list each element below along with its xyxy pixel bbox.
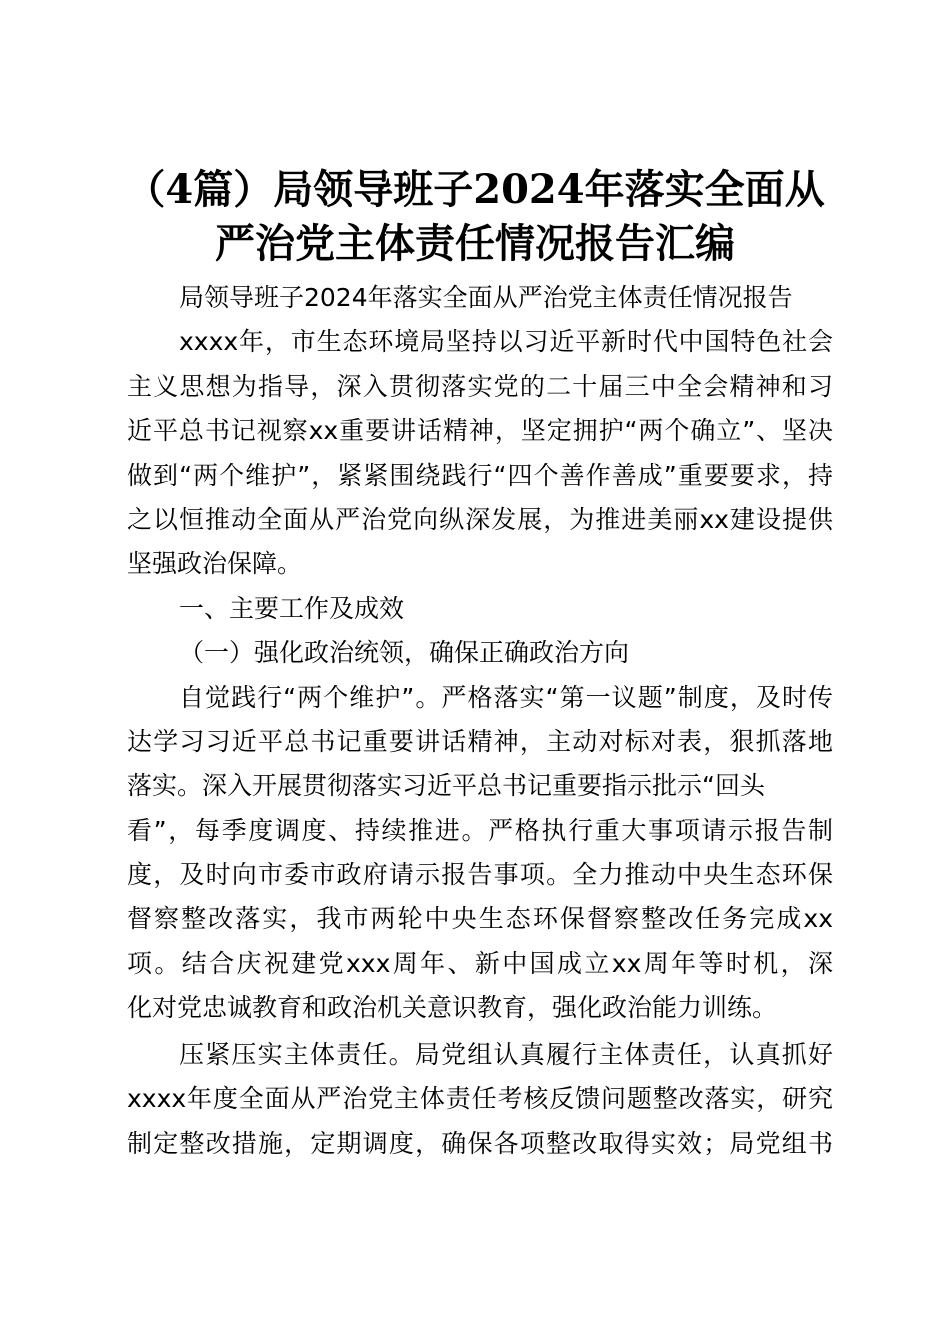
paragraph-line: 达学习习近平总书记重要讲话精神，主动对标对表，狠抓落地 <box>127 726 833 756</box>
paragraph-line: 项。结合庆祝建党xxx周年、新中国成立xx周年等时机，深 <box>127 948 833 978</box>
paragraph-line: 主义思想为指导，深入贯彻落实党的二十届三中全会精神和习 <box>127 371 833 401</box>
paragraph-line: 之以恒推动全面从严治党向纵深发展，为推进美丽xx建设提供 <box>127 504 833 534</box>
paragraph-line: 坚强政治保障。 <box>127 549 303 579</box>
title-line-1: （4篇）局领导班子2024年落实全面从 <box>125 166 825 213</box>
paragraph-line: 落实。深入开展贯彻落实习近平总书记重要指示批示“回头 <box>127 771 765 801</box>
paragraph-line: 近平总书记视察xx重要讲话精神，坚定拥护“两个确立”、坚决 <box>127 416 833 446</box>
section-heading: 一、主要工作及成效 <box>179 593 405 623</box>
title-line-2: 严治党主体责任情况报告汇编 <box>215 220 735 267</box>
paragraph-line: 压紧压实主体责任。局党组认真履行主体责任，认真抓好 <box>179 1040 833 1069</box>
paragraph-line: 化对党忠诚教育和政治机关意识教育，强化政治能力训练。 <box>127 993 778 1023</box>
paragraph-line: 度，及时向市委市政府请示报告事项。全力推动中央生态环保 <box>127 860 833 890</box>
document-title <box>100 163 850 271</box>
paragraph-line: 自觉践行“两个维护”。严格落实“第一议题”制度，及时传 <box>179 682 833 712</box>
paragraph-line: 制定整改措施，定期调度，确保各项整改取得实效；局党组书 <box>127 1128 833 1158</box>
paragraph-line: 做到“两个维护”，紧紧围绕践行“四个善作善成”重要要求，持 <box>127 460 833 490</box>
paragraph-line: xxxx年，市生态环境局坚持以习近平新时代中国特色社会 <box>179 327 833 357</box>
paragraph-line: 督察整改落实，我市两轮中央生态环保督察整改任务完成xx <box>127 904 833 934</box>
report-subtitle: 局领导班子2024年落实全面从严治党主体责任情况报告 <box>179 283 793 312</box>
body-block-1 <box>127 276 833 1031</box>
subsection-heading: （一）强化政治统领，确保正确政治方向 <box>179 638 630 668</box>
paragraph-line: 看”，每季度调度、持续推进。严格执行重大事项请示报告制 <box>127 815 833 845</box>
body-block-2 <box>127 1033 833 1166</box>
paragraph-line: xxxx年度全面从严治党主体责任考核反馈问题整改落实，研究 <box>127 1084 833 1114</box>
